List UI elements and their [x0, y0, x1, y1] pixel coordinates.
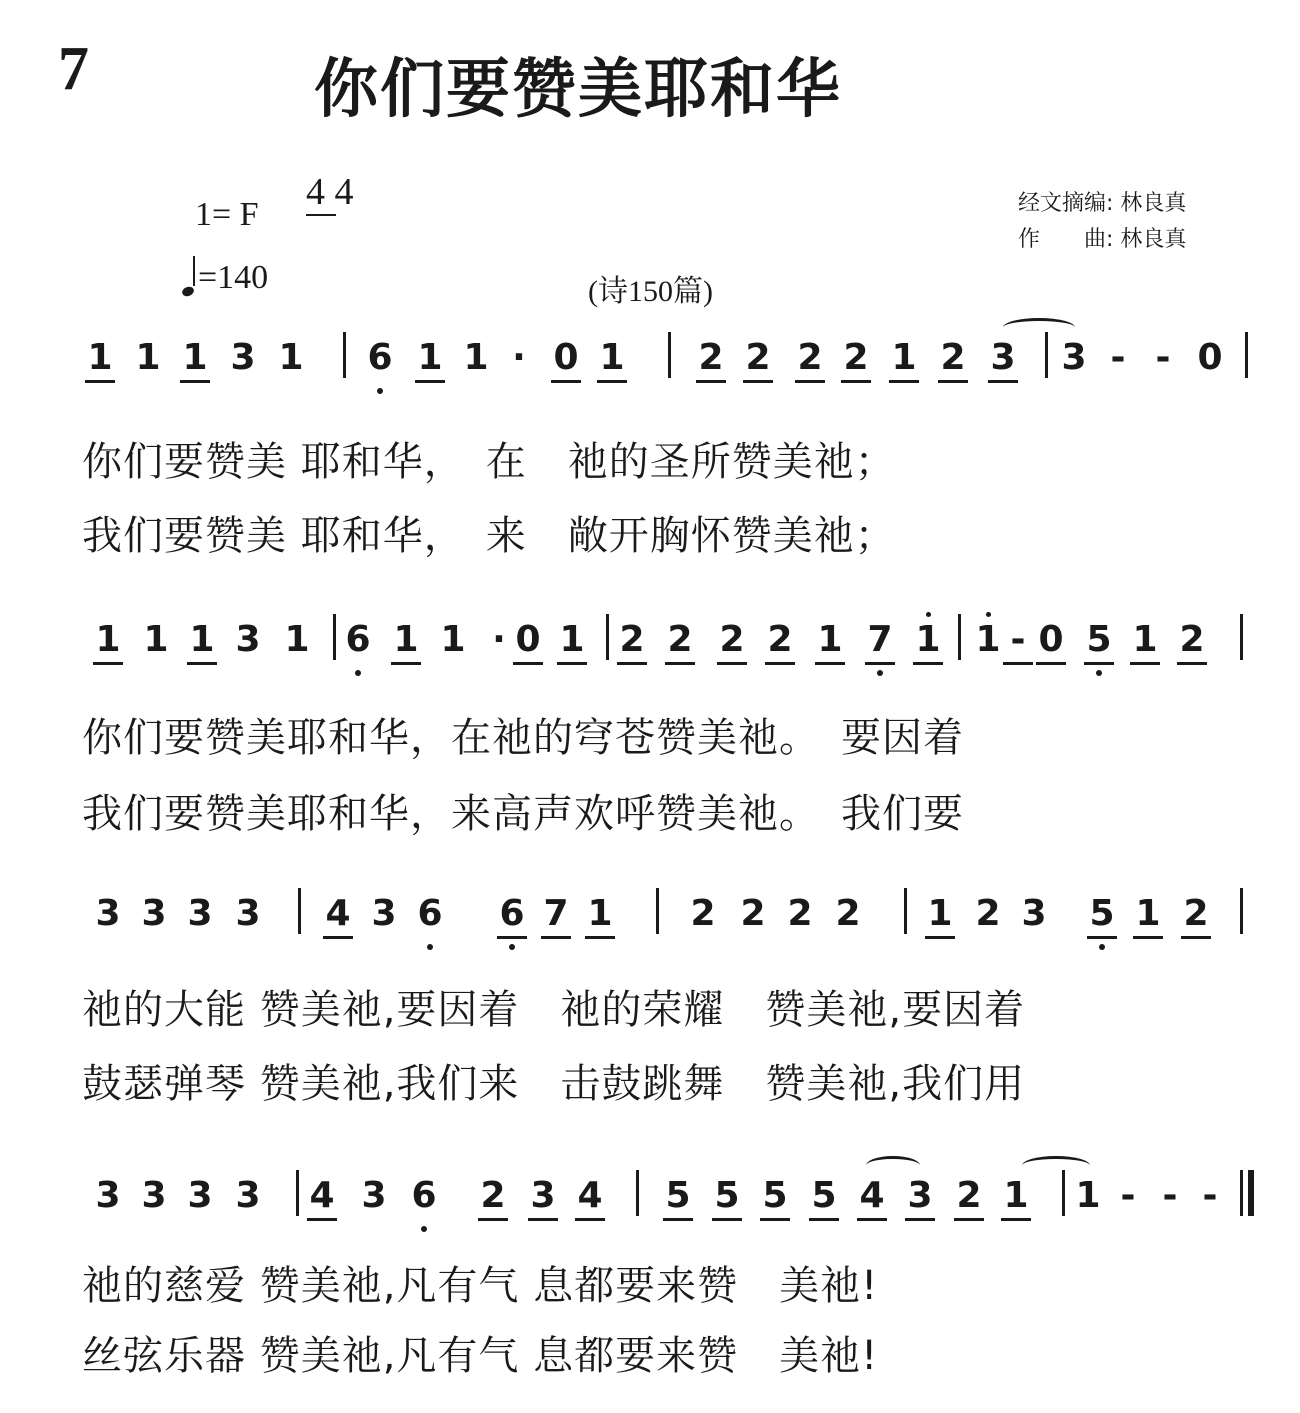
lyric-line-4a: 祂的慈爱 赞美祂,凡有气 息都要来赞 美祂! [82, 1263, 879, 1309]
lyric-line-2b: 我们要赞美耶和华，来高声欢呼赞美祂。 我们要 [82, 791, 964, 837]
tie-arc [866, 1156, 920, 1175]
note: 2 [740, 893, 766, 934]
note: 0 [1036, 618, 1066, 665]
note: 2 [765, 618, 795, 665]
note: 6 [497, 892, 527, 939]
note: 1 [463, 337, 489, 378]
tempo-marking [182, 258, 268, 297]
lower-octave-dot [1096, 670, 1102, 676]
key-signature: 1= F [195, 196, 259, 233]
notation-row-4 [0, 1174, 1300, 1234]
note: 2 [743, 336, 773, 383]
note: 3 [235, 1175, 261, 1216]
note: - [1120, 1175, 1136, 1216]
lower-octave-dot [509, 944, 515, 950]
note: 2 [975, 893, 1001, 934]
note: 6 [345, 619, 371, 660]
credit-lyrics: 经文摘编: 林良真 [1018, 191, 1187, 216]
lower-octave-dot [1099, 944, 1105, 950]
note: 3 [1021, 893, 1047, 934]
note: 3 [1061, 337, 1087, 378]
note: 1 [1133, 892, 1163, 939]
note: - [1162, 1175, 1178, 1216]
note: 1 [180, 336, 210, 383]
time-signature-top: 4 [306, 171, 325, 213]
note: 5 [1087, 892, 1117, 939]
note: 0 [551, 336, 581, 383]
note: 2 [835, 893, 861, 934]
lower-octave-dot [377, 388, 383, 394]
note: 2 [795, 336, 825, 383]
note: 6 [367, 337, 393, 378]
note: 2 [717, 618, 747, 665]
hymn-number: 7 [58, 35, 89, 103]
time-signature-bottom: 4 [334, 171, 354, 213]
note: 2 [1181, 892, 1211, 939]
barline [1245, 332, 1248, 378]
note: 1 [975, 619, 1001, 660]
note: 4 [307, 1174, 337, 1221]
note: 0 [513, 618, 543, 665]
barline [298, 888, 301, 934]
note: 1 [557, 618, 587, 665]
note: 3 [235, 619, 261, 660]
note: 3 [95, 1175, 121, 1216]
note: 3 [235, 893, 261, 934]
note: 2 [787, 893, 813, 934]
tie-arc [1022, 1156, 1090, 1175]
note: - [1110, 337, 1126, 378]
note: 2 [954, 1174, 984, 1221]
note: 1 [925, 892, 955, 939]
page-title: 你们要赞美耶和华 [314, 53, 842, 127]
lyric-line-2a: 你们要赞美耶和华，在祂的穹苍赞美祂。 要因着 [82, 715, 964, 761]
note: 1 [440, 619, 466, 660]
note: 4 [857, 1174, 887, 1221]
barline [343, 332, 346, 378]
note: 2 [1177, 618, 1207, 665]
lyric-line-3b: 鼓瑟弹琴 赞美祂,我们来 击鼓跳舞 赞美祂,我们用 [82, 1061, 1026, 1107]
note: 2 [690, 893, 716, 934]
note: 1 [143, 619, 169, 660]
note: 1 [1130, 618, 1160, 665]
lower-octave-dot [877, 670, 883, 676]
note: 4 [323, 892, 353, 939]
note: 1 [597, 336, 627, 383]
note: 7 [541, 892, 571, 939]
lower-octave-dot [427, 944, 433, 950]
note: 1 [85, 336, 115, 383]
note: 2 [665, 618, 695, 665]
note: 1 [391, 618, 421, 665]
quarter-note-icon [181, 285, 195, 298]
barline [668, 332, 671, 378]
note: 2 [617, 618, 647, 665]
time-signature [306, 171, 354, 213]
note: 6 [417, 893, 443, 934]
note: 1 [913, 618, 943, 665]
note: · [512, 337, 526, 378]
final-barline [1248, 1170, 1254, 1216]
note: 1 [187, 618, 217, 665]
barline [636, 1170, 639, 1216]
lower-octave-dot [421, 1226, 427, 1232]
note: 1 [415, 336, 445, 383]
note: 3 [141, 893, 167, 934]
notation-row-2 [0, 618, 1300, 678]
lower-octave-dot [355, 670, 361, 676]
note: 3 [187, 893, 213, 934]
lyric-line-3a: 祂的大能 赞美祂,要因着 祂的荣耀 赞美祂,要因着 [82, 987, 1026, 1033]
note: 1 [585, 892, 615, 939]
barline [296, 1170, 299, 1216]
note: 0 [1197, 337, 1223, 378]
note: 2 [841, 336, 871, 383]
upper-octave-dot [986, 612, 991, 617]
note: 5 [760, 1174, 790, 1221]
note: 3 [905, 1174, 935, 1221]
lyric-line-1a: 你们要赞美 耶和华， 在 祂的圣所赞美祂； [82, 439, 896, 485]
note: 3 [187, 1175, 213, 1216]
lyric-line-1b: 我们要赞美 耶和华， 来 敞开胸怀赞美祂； [82, 513, 896, 559]
barline [1240, 614, 1243, 660]
note: 1 [284, 619, 310, 660]
note: 3 [95, 893, 121, 934]
barline [904, 888, 907, 934]
note: 5 [663, 1174, 693, 1221]
note: 7 [865, 618, 895, 665]
note: 4 [575, 1174, 605, 1221]
note: 3 [988, 336, 1018, 383]
note: 1 [1075, 1175, 1101, 1216]
note: 3 [371, 893, 397, 934]
barline [1062, 1170, 1065, 1216]
note: 1 [815, 618, 845, 665]
note: 1 [1001, 1174, 1031, 1221]
tempo-value: =140 [198, 259, 269, 296]
barline [333, 614, 336, 660]
note: 3 [230, 337, 256, 378]
note: 2 [938, 336, 968, 383]
note: - [1202, 1175, 1218, 1216]
note: 5 [712, 1174, 742, 1221]
notation-row-3 [0, 892, 1300, 952]
note: 2 [478, 1174, 508, 1221]
tie-arc [1003, 318, 1075, 337]
lyric-line-4b: 丝弦乐器 赞美祂,凡有气 息都要来赞 美祂! [82, 1333, 879, 1379]
psalm-reference: (诗150篇) [588, 275, 713, 308]
note: 3 [528, 1174, 558, 1221]
note: 5 [1084, 618, 1114, 665]
upper-octave-dot [926, 612, 931, 617]
notation-row-1 [0, 336, 1300, 396]
barline [606, 614, 609, 660]
note: 1 [135, 337, 161, 378]
note: 1 [93, 618, 123, 665]
note: 5 [809, 1174, 839, 1221]
note: 1 [889, 336, 919, 383]
barline [958, 614, 961, 660]
note: 2 [696, 336, 726, 383]
note: 1 [278, 337, 304, 378]
note: 3 [361, 1175, 387, 1216]
barline [656, 888, 659, 934]
barline [1240, 1170, 1243, 1216]
barline [1240, 888, 1243, 934]
note: - [1003, 618, 1033, 665]
barline [1045, 332, 1048, 378]
note: - [1155, 337, 1171, 378]
note: 3 [141, 1175, 167, 1216]
note: · [492, 619, 506, 660]
credit-composer: 作 曲: 林良真 [1018, 227, 1187, 252]
note: 6 [411, 1175, 437, 1216]
